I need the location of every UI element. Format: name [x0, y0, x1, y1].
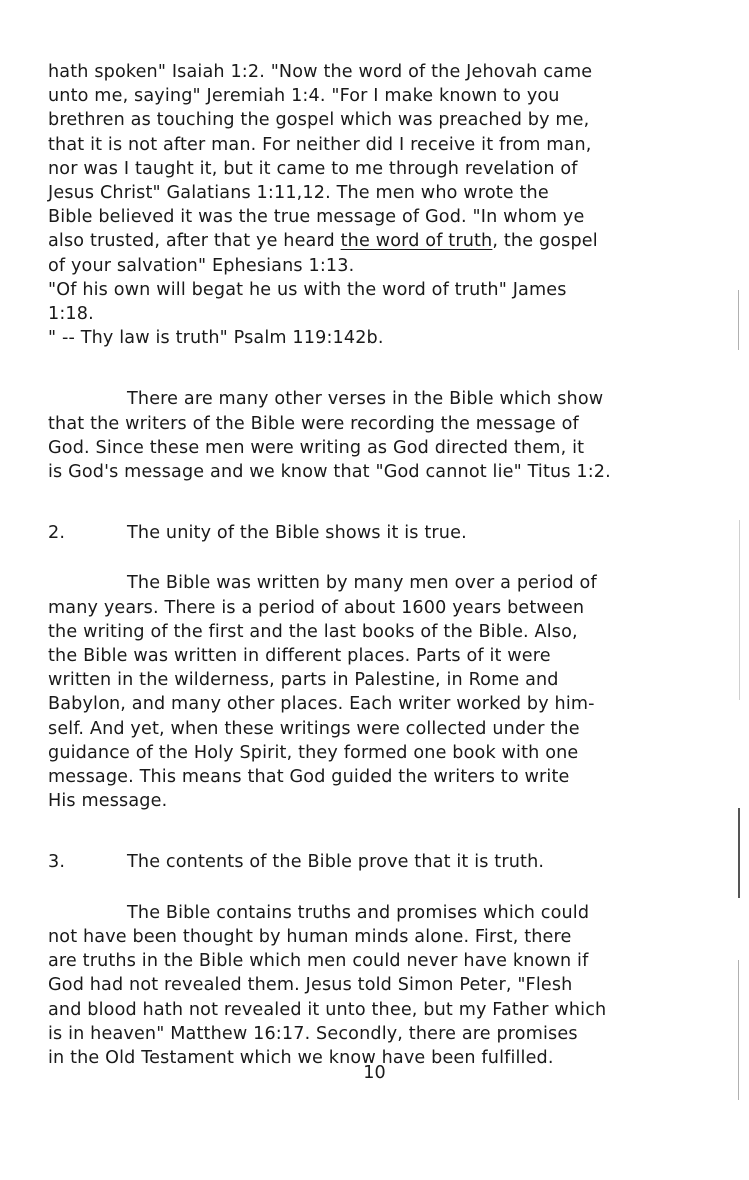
section-heading-2: [48, 521, 693, 545]
paragraph-contents: [48, 901, 693, 1070]
page-body: [48, 60, 693, 1070]
paragraph-scripture-quotes: [48, 60, 693, 350]
text-line: Bible believed it was the true message of God. "In whom ye: [48, 207, 585, 228]
section-heading: The unity of the Bible shows it is true.: [127, 523, 467, 544]
text-line: is God's message and we know that "God cannot lie" Titus 1:2.: [48, 462, 611, 483]
text-line: message. This means that God guided the writers to write: [48, 767, 570, 788]
text-line: " -- Thy law is truth" Psalm 119:142b.: [48, 328, 384, 349]
text-line: There are many other verses in the Bible which show: [127, 389, 604, 410]
text-line: unto me, saying" Jeremiah 1:4. "For I make known to you: [48, 86, 560, 107]
text-line: not have been thought by human minds alone. First, there: [48, 926, 572, 947]
text-line: in the Old Testament which we know have been fulfilled.: [48, 1047, 554, 1068]
text-line: nor was I taught it, but it came to me through revelation of: [48, 158, 578, 179]
paragraph-other-verses: [48, 387, 693, 484]
section-number: 2.: [48, 523, 66, 544]
text-line: God. Since these men were writing as God directed them, it: [48, 437, 585, 458]
text-line: many years. There is a period of about 1600 years between: [48, 597, 585, 618]
text-line: guidance of the Holy Spirit, they formed one book with one: [48, 742, 579, 763]
text-line: His message.: [48, 791, 168, 812]
text-line: God had not revealed them. Jesus told Simon Peter, "Flesh: [48, 975, 573, 996]
text-line: written in the wilderness, parts in Palestine, in Rome and: [48, 670, 559, 691]
text-line: The Bible was written by many men over a period of: [127, 573, 597, 594]
section-heading: The contents of the Bible prove that it is truth.: [127, 852, 545, 873]
text-line: the writing of the first and the last books of the Bible. Also,: [48, 621, 578, 642]
text-line: Babylon, and many other places. Each writer worked by him-: [48, 694, 595, 715]
text-line: The Bible contains truths and promises which could: [127, 902, 590, 923]
text-line: of your salvation" Ephesians 1:13.: [48, 255, 355, 276]
text-line: that the writers of the Bible were recording the message of: [48, 413, 579, 434]
text-line: hath spoken" Isaiah 1:2. "Now the word of the Jehovah came: [48, 62, 593, 82]
page-number: 10: [363, 1063, 386, 1083]
underlined-phrase: the word of truth: [340, 231, 493, 252]
text-line: "Of his own will begat he us with the word of truth" James: [48, 279, 567, 300]
text-line: that it is not after man. For neither did I receive it from man,: [48, 134, 592, 155]
text-line: self. And yet, when these writings were collected under the: [48, 718, 580, 739]
text-line: the Bible was written in different places. Parts of it were: [48, 646, 551, 667]
text-segment: also trusted, after that ye heard: [48, 231, 341, 252]
text-line: are truths in the Bible which men could never have known if: [48, 951, 589, 972]
text-line: brethren as touching the gospel which was preached by me,: [48, 110, 590, 131]
section-heading-3: [48, 850, 693, 874]
text-line: is in heaven" Matthew 16:17. Secondly, there are promises: [48, 1023, 578, 1044]
paragraph-unity: [48, 571, 693, 813]
text-line: Jesus Christ" Galatians 1:11,12. The men who wrote the: [48, 183, 549, 204]
text-segment: , the gospel: [492, 231, 598, 252]
text-line: [48, 229, 693, 253]
text-line: 1:18.: [48, 304, 94, 325]
scan-edge-marks: [729, 0, 749, 1180]
section-number: 3.: [48, 852, 66, 873]
text-line: and blood hath not revealed it unto thee, but my Father which: [48, 999, 607, 1020]
